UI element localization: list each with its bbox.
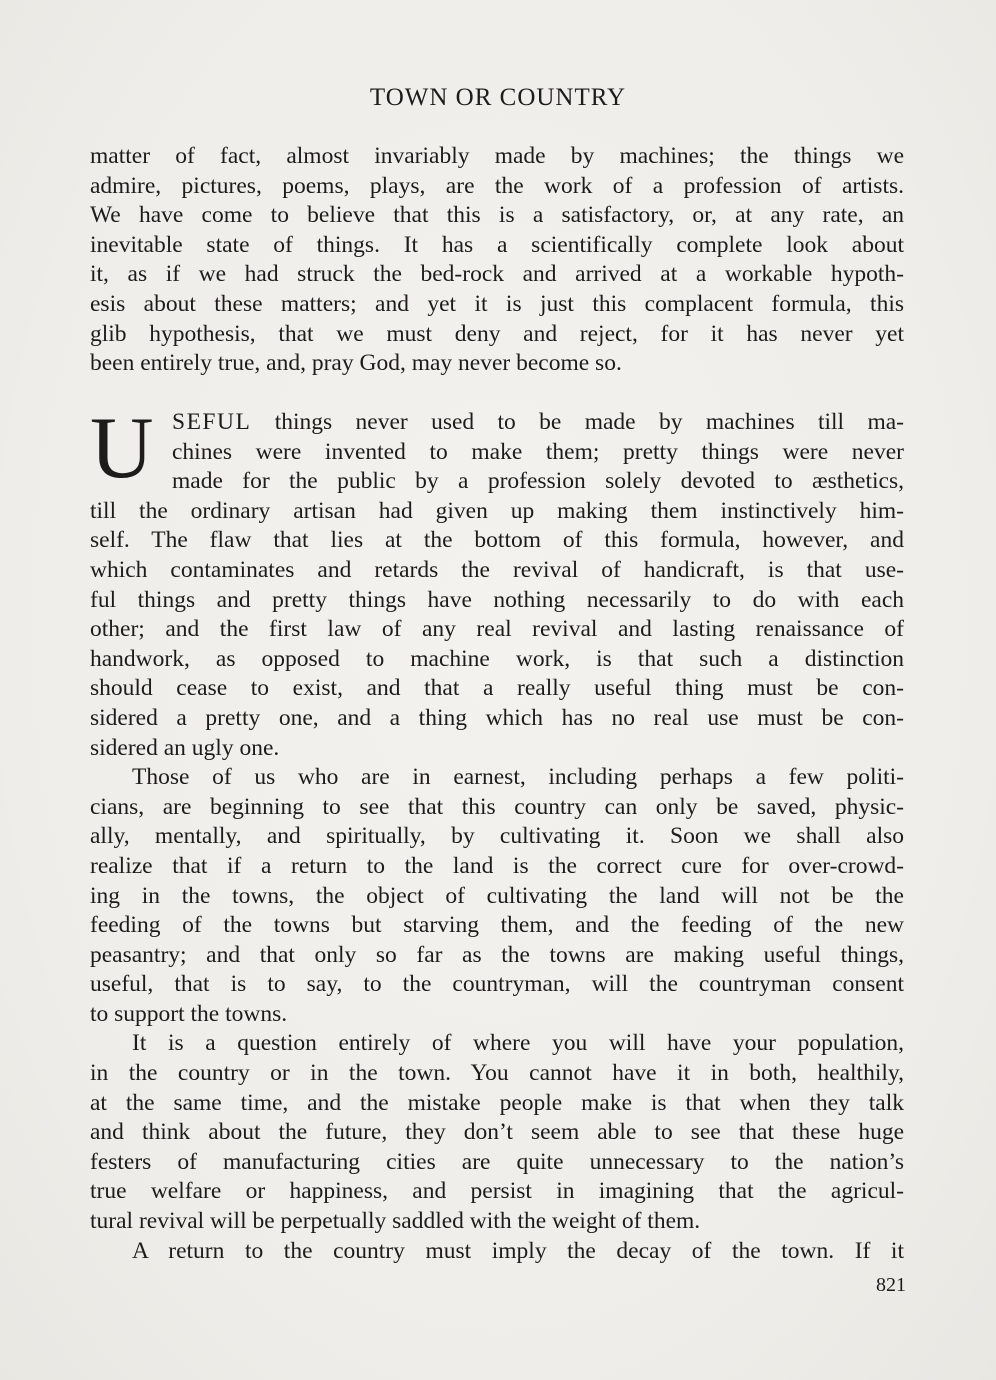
text-line: made for the public by a profession solely devoted to æsthetics, [172,468,904,495]
small-caps-word: SEFUL [172,409,252,435]
text-line: sidered an ugly one. [90,734,280,761]
text-line: admire, pictures, poems, plays, are the work of a profession of artists. [90,172,904,199]
page-number: 821 [876,1274,906,1296]
text-line: ful things and pretty things have nothing necessarily to do with each [90,586,904,613]
text-line: inevitable state of things. It has a scientifically complete look about [90,231,904,258]
drop-cap: U [90,400,154,497]
text-line: esis about these matters; and yet it is just this complacent formula, this [90,290,904,317]
text-line: ing in the towns, the object of cultivating the land will not be the [90,882,904,909]
text-line: useful, that is to say, to the countryman, will the countryman consent [90,971,904,998]
text-line: It is a question entirely of where you will have your population, [132,1030,904,1057]
text-line: and think about the future, they don’t seem able to see that these huge [90,1119,904,1146]
text-line: to support the towns. [90,1000,288,1027]
text-line: it, as if we had struck the bed-rock and arrived at a workable hypoth- [90,261,904,288]
text-line: chines were invented to make them; pretty things were never [172,438,904,465]
text-line: cians, are beginning to see that this country can only be saved, physic- [90,793,904,820]
text-line: festers of manufacturing cities are quite unnecessary to the nation’s [90,1148,904,1175]
text-line: sidered a pretty one, and a thing which has no real use must be con- [90,704,904,731]
text-line: ally, mentally, and spiritually, by cultivating it. Soon we shall also [90,823,904,850]
text-line: which contaminates and retards the revival of handicraft, is that use- [90,556,904,583]
text-line: We have come to believe that this is a satisfactory, or, at any rate, an [90,202,904,229]
text-line: realize that if a return to the land is the correct cure for over-crowd- [90,852,904,879]
text-line: till the ordinary artisan had given up making them instinctively him- [90,497,904,524]
text-line: Those of us who are in earnest, including perhaps a few politi- [132,764,904,791]
text-line: in the country or in the town. You cannot have it in both, healthily, [90,1060,904,1087]
text-line: should cease to exist, and that a really useful thing must be con- [90,675,904,702]
text-line: self. The flaw that lies at the bottom of this formula, however, and [90,527,904,554]
text-line: tural revival will be perpetually saddled with the weight of them. [90,1208,701,1235]
text-line: handwork, as opposed to machine work, is that such a distinction [90,645,904,672]
text-line: true welfare or happiness, and persist in imagining that the agricul- [90,1178,904,1205]
paragraph-1 [90,142,904,379]
text-line: matter of fact, almost invariably made by machines; the things we [90,143,904,169]
text-line: feeding of the towns but starving them, and the feeding of the new [90,912,904,939]
text-line: at the same time, and the mistake people make is that when they talk [90,1089,904,1116]
text-line-rest: things never used to be made by machines till ma- [251,409,904,435]
paragraph-2 [90,400,904,1266]
text-line-first [90,408,904,438]
text-line: peasantry; and that only so far as the towns are making useful things, [90,941,904,968]
running-head: TOWN OR COUNTRY [369,84,627,111]
text-line: A return to the country must imply the decay of the town. If it [132,1237,904,1264]
text-line: glib hypothesis, that we must deny and reject, for it has never yet [90,320,904,347]
text-line: other; and the first law of any real revival and lasting renaissance of [90,616,904,643]
text-line: been entirely true, and, pray God, may never become so. [90,350,622,377]
